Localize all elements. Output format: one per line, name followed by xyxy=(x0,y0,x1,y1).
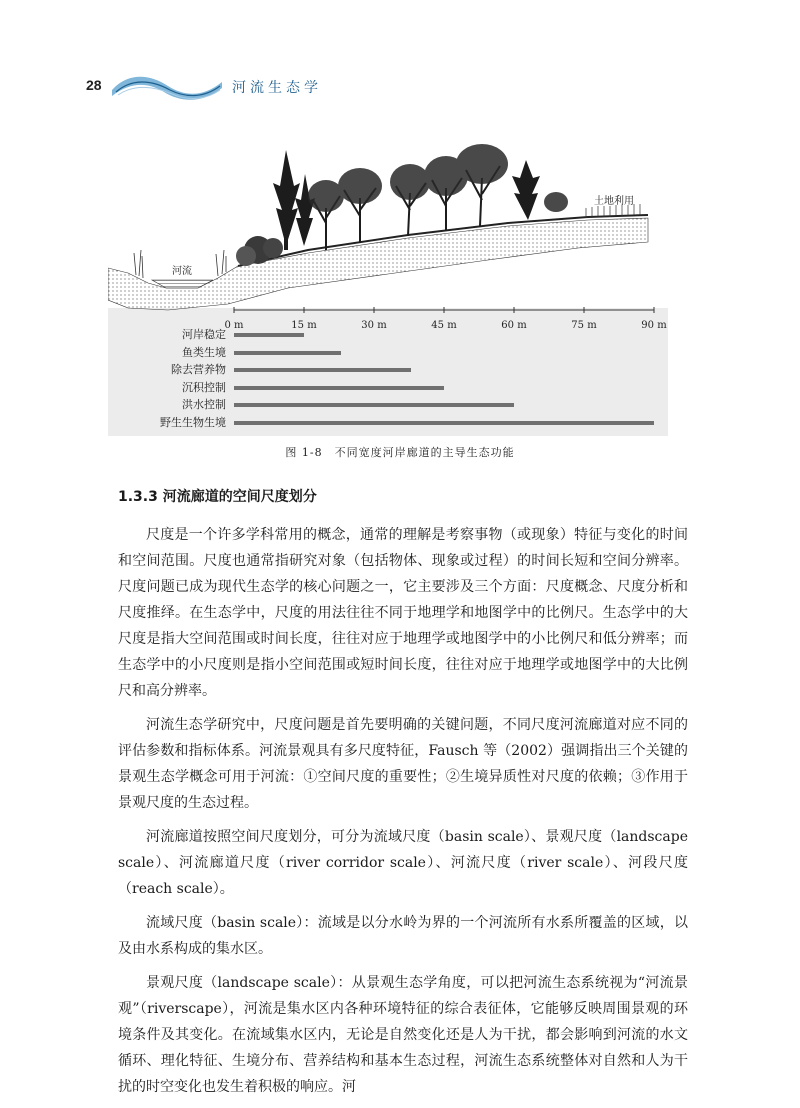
section-heading: 1.3.3 河流廊道的空间尺度划分 xyxy=(118,489,317,505)
axis-tick-label: 90 m xyxy=(641,320,667,331)
land-use-label: 土地利用 xyxy=(594,196,634,207)
page-header xyxy=(0,60,800,110)
function-bar xyxy=(234,368,411,372)
paragraph: 尺度是一个许多学科常用的概念，通常的理解是考察事物（或现象）特征与变化的时间和空间范围。尺度也通常指研究对象（包括物体、现象或过程）的时间长短和空间分辨率。尺度问题已成为现代生态学的核心问题之一，它主要涉及三个方面：尺度概念、尺度分析和尺度推绎。在生态学中，尺度的用法往往不同于地理学和地图学中的比例尺。生态学中的大尺度是指大空间范围或时间长度，往往对应于地理学或地图学中的小比例尺和低分辨率；而生态学中的小尺度则是指小空间范围或短时间长度，往往对应于地理学或地图学中的大比例尺和高分辨率。 xyxy=(118,527,688,699)
river-label: 河流 xyxy=(172,266,192,277)
figure-caption: 图 1-8 不同宽度河岸廊道的主导生态功能 xyxy=(285,446,515,459)
function-bar xyxy=(234,386,444,390)
body-text xyxy=(118,522,688,1108)
function-label: 洪水控制 xyxy=(182,398,226,411)
function-label: 沉积控制 xyxy=(182,380,226,394)
function-label: 鱼类生境 xyxy=(182,345,226,359)
page-number: 28 xyxy=(86,77,102,93)
axis-tick-label: 75 m xyxy=(571,320,597,331)
function-bar xyxy=(234,351,341,355)
function-bar xyxy=(234,421,654,425)
axis-tick-label: 15 m xyxy=(291,320,317,331)
function-bar xyxy=(234,403,514,407)
axis-tick-label: 0 m xyxy=(224,320,244,331)
axis-tick-label: 45 m xyxy=(431,320,457,331)
function-bar xyxy=(234,333,304,337)
axis-tick-label: 60 m xyxy=(501,320,527,331)
riparian-corridor-figure xyxy=(108,138,668,438)
paragraph: 景观尺度（landscape scale）：从景观生态学角度，可以把河流生态系统视为“河流景观”（riverscape），河流是集水区内各种环境特征的综合表征体，它能够反映周围景观的环境条件及其变化。在流域集水区内，无论是自然变化还是人为干扰，都会影响到河流的水文循环、理化特征、生境分布、营养结构和基本生态过程，河流生态系统整体对自然和人为干扰的时空变化也发生着积极的响应。河 xyxy=(118,975,688,1095)
function-label: 野生生物生境 xyxy=(160,415,226,429)
function-label: 除去营养物 xyxy=(171,363,226,376)
wave-ornament-icon xyxy=(110,68,225,104)
paragraph: 河流生态学研究中，尺度问题是首先要明确的关键问题，不同尺度河流廊道对应不同的评估参数和指标体系。河流景观具有多尺度特征，Fausch 等（2002）强调指出三个关键的景观生态学概念可用于河流：①空间尺度的重要性；②生境异质性对尺度的依赖；③作用于景观尺度的生态过程。 xyxy=(118,717,688,811)
running-title: 河流生态学 xyxy=(232,80,322,96)
function-label: 河岸稳定 xyxy=(182,328,226,341)
axis-tick-label: 30 m xyxy=(361,320,387,331)
paragraph: 河流廊道按照空间尺度划分，可分为流域尺度（basin scale）、景观尺度（landscape scale）、河流廊道尺度（river corridor scale）、河流尺度（river scale）、河段尺度（reach scale）。 xyxy=(118,829,688,897)
paragraph: 流域尺度（basin scale）：流域是以分水岭为界的一个河流所有水系所覆盖的区域，以及由水系构成的集水区。 xyxy=(118,915,688,957)
